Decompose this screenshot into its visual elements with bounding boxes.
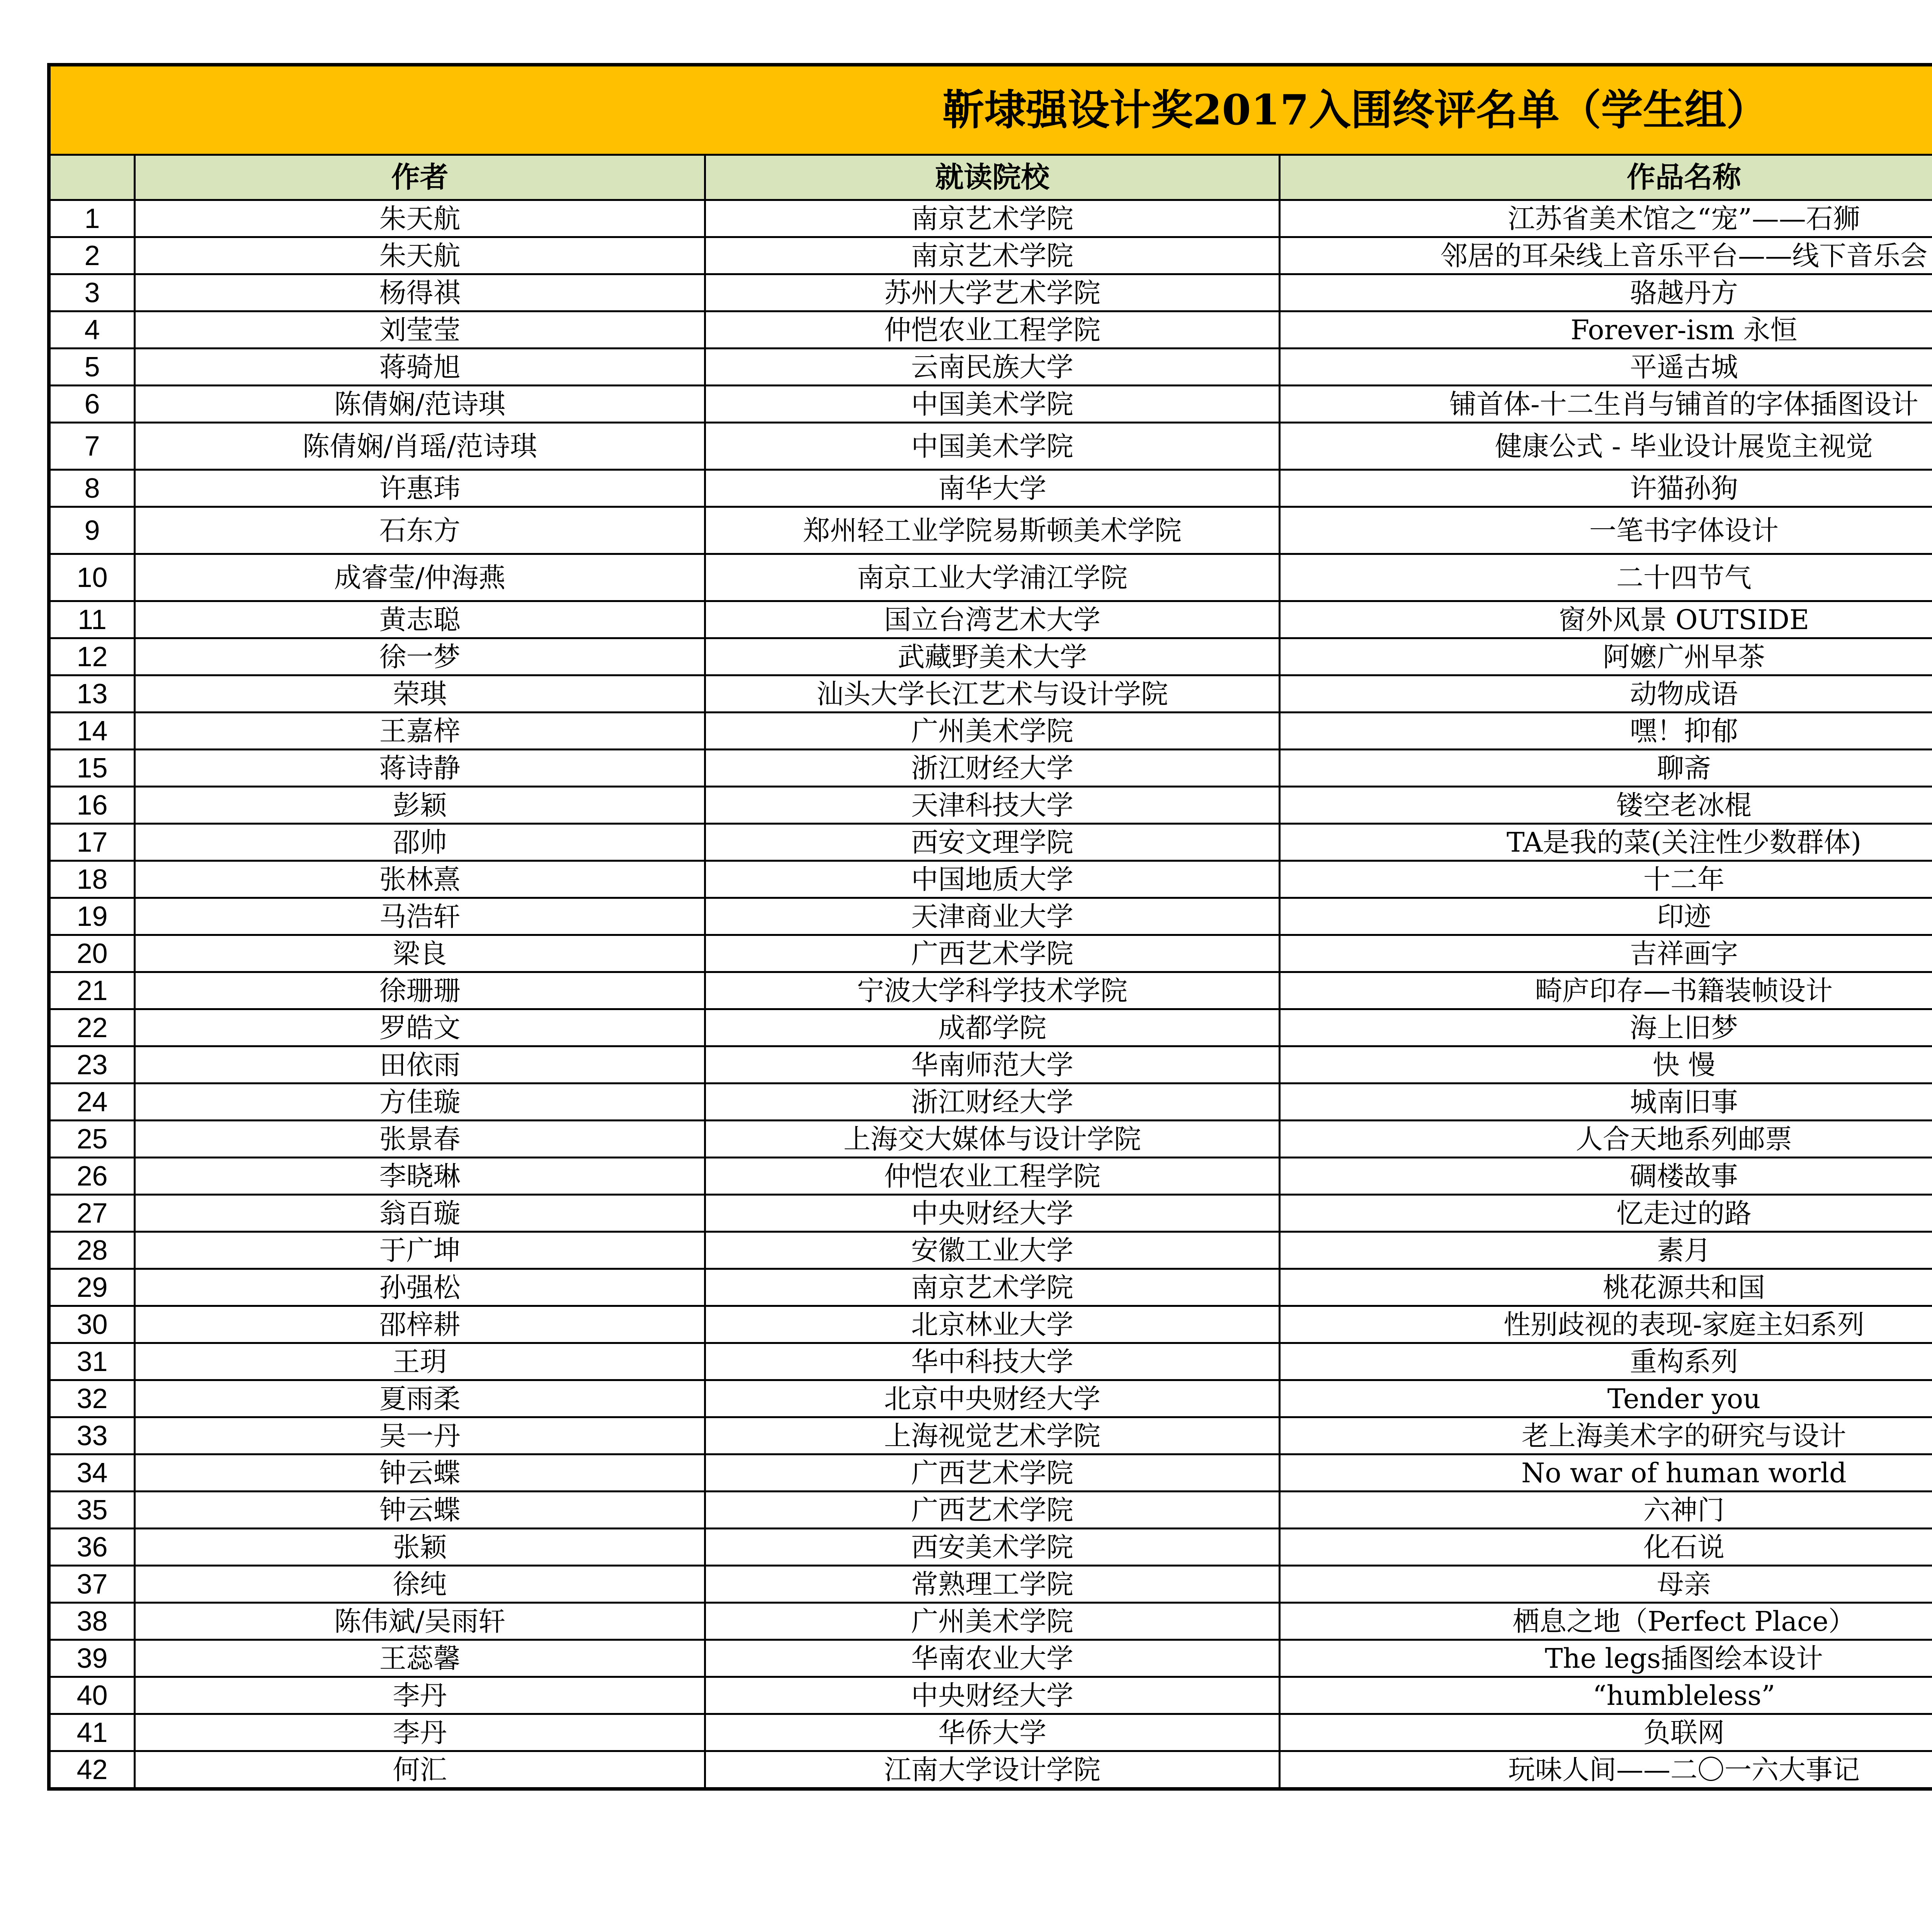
row-number: 32 [49,1380,135,1417]
school-cell: 南京艺术学院 [705,1269,1280,1306]
work-title-cell: 桃花源共和国 [1280,1269,1932,1306]
header-row [49,155,1932,200]
table-row [49,935,1932,972]
work-title-cell: 江苏省美术馆之“宠”——石狮 [1280,200,1932,237]
author-cell: 朱天航 [135,200,705,237]
table-row [49,601,1932,638]
row-number: 12 [49,638,135,675]
work-title-cell: 海上旧梦 [1280,1009,1932,1046]
row-number: 27 [49,1195,135,1232]
author-cell: 张林熹 [135,861,705,898]
work-title-cell: 阿嬷广州早茶 [1280,638,1932,675]
table-row [49,1751,1932,1789]
work-title-cell: 老上海美术字的研究与设计 [1280,1417,1932,1454]
work-title-cell: Forever-ism 永恒 [1280,311,1932,349]
table-row [49,1269,1932,1306]
work-title-cell: 栖息之地（Perfect Place） [1280,1603,1932,1640]
author-cell: 张景春 [135,1121,705,1158]
row-number: 30 [49,1306,135,1343]
author-cell: 钟云蝶 [135,1454,705,1492]
row-number: 39 [49,1640,135,1677]
author-cell: 夏雨柔 [135,1380,705,1417]
author-cell: 李丹 [135,1677,705,1714]
table-row [49,1417,1932,1454]
work-title-cell: 十二年 [1280,861,1932,898]
work-title-cell: 化石说 [1280,1529,1932,1566]
work-title-cell: 铺首体-十二生肖与铺首的字体插图设计 [1280,386,1932,423]
table-row [49,1306,1932,1343]
school-cell: 中国美术学院 [705,423,1280,470]
table-row [49,1158,1932,1195]
row-number: 36 [49,1529,135,1566]
row-number: 8 [49,470,135,507]
school-cell: 国立台湾艺术大学 [705,601,1280,638]
row-number: 33 [49,1417,135,1454]
author-cell: 徐一梦 [135,638,705,675]
author-cell: 李晓琳 [135,1158,705,1195]
row-number: 40 [49,1677,135,1714]
work-title-cell: Tender you [1280,1380,1932,1417]
work-title-cell: 许猫孙狗 [1280,470,1932,507]
row-number: 18 [49,861,135,898]
school-cell: 苏州大学艺术学院 [705,274,1280,311]
author-cell: 刘莹莹 [135,311,705,349]
author-cell: 杨得祺 [135,274,705,311]
table-row [49,750,1932,787]
table-row [49,1046,1932,1084]
school-cell: 云南民族大学 [705,349,1280,386]
table-row [49,1714,1932,1751]
school-cell: 汕头大学长江艺术与设计学院 [705,675,1280,713]
school-cell: 天津商业大学 [705,898,1280,935]
author-cell: 王嘉梓 [135,713,705,750]
work-title-cell: 骆越丹方 [1280,274,1932,311]
school-cell: 广州美术学院 [705,1603,1280,1640]
work-title-cell: 二十四节气 [1280,554,1932,601]
author-cell: 孙强松 [135,1269,705,1306]
author-cell: 罗皓文 [135,1009,705,1046]
row-number: 9 [49,507,135,554]
author-cell: 成睿莹/仲海燕 [135,554,705,601]
school-cell: 西安文理学院 [705,824,1280,861]
school-cell: 天津科技大学 [705,787,1280,824]
row-number: 28 [49,1232,135,1269]
school-cell: 宁波大学科学技术学院 [705,972,1280,1009]
col-header-work: 作品名称 [1280,155,1932,200]
row-number: 23 [49,1046,135,1084]
author-cell: 田依雨 [135,1046,705,1084]
row-number: 22 [49,1009,135,1046]
row-number: 26 [49,1158,135,1195]
school-cell: 北京林业大学 [705,1306,1280,1343]
school-cell: 华中科技大学 [705,1343,1280,1380]
row-number: 16 [49,787,135,824]
table-row [49,1121,1932,1158]
work-title-cell: 忆走过的路 [1280,1195,1932,1232]
row-number: 31 [49,1343,135,1380]
author-cell: 王玥 [135,1343,705,1380]
row-number: 17 [49,824,135,861]
author-cell: 何汇 [135,1751,705,1789]
row-number: 1 [49,200,135,237]
author-cell: 吴一丹 [135,1417,705,1454]
author-cell: 方佳璇 [135,1084,705,1121]
row-number: 4 [49,311,135,349]
school-cell: 广州美术学院 [705,713,1280,750]
school-cell: 中央财经大学 [705,1195,1280,1232]
col-header-index [49,155,135,200]
work-title-cell: 平遥古城 [1280,349,1932,386]
col-header-author: 作者 [135,155,705,200]
row-number: 41 [49,1714,135,1751]
row-number: 42 [49,1751,135,1789]
school-cell: 中央财经大学 [705,1677,1280,1714]
school-cell: 南京艺术学院 [705,237,1280,274]
school-cell: 仲恺农业工程学院 [705,1158,1280,1195]
work-title-cell: 窗外风景 OUTSIDE [1280,601,1932,638]
table-row [49,1492,1932,1529]
work-title-cell: 邻居的耳朵线上音乐平台——线下音乐会 [1280,237,1932,274]
table-row [49,1195,1932,1232]
table-row [49,1677,1932,1714]
table-row [49,972,1932,1009]
table-row [49,861,1932,898]
work-title-cell: 镂空老冰棍 [1280,787,1932,824]
table-row [49,274,1932,311]
finalist-table [47,63,1932,1791]
row-number: 10 [49,554,135,601]
school-cell: 郑州轻工业学院易斯顿美术学院 [705,507,1280,554]
row-number: 2 [49,237,135,274]
author-cell: 王蕊馨 [135,1640,705,1677]
table-row [49,1640,1932,1677]
work-title-cell: 快 慢 [1280,1046,1932,1084]
school-cell: 仲恺农业工程学院 [705,311,1280,349]
school-cell: 北京中央财经大学 [705,1380,1280,1417]
row-number: 24 [49,1084,135,1121]
row-number: 7 [49,423,135,470]
school-cell: 安徽工业大学 [705,1232,1280,1269]
author-cell: 邵帅 [135,824,705,861]
work-title-cell: 吉祥画字 [1280,935,1932,972]
table-row [49,1380,1932,1417]
title-row [49,65,1932,155]
row-number: 6 [49,386,135,423]
school-cell: 常熟理工学院 [705,1566,1280,1603]
school-cell: 华侨大学 [705,1714,1280,1751]
table-row [49,470,1932,507]
row-number: 15 [49,750,135,787]
author-cell: 荣琪 [135,675,705,713]
school-cell: 浙江财经大学 [705,1084,1280,1121]
row-number: 5 [49,349,135,386]
row-number: 11 [49,601,135,638]
row-number: 37 [49,1566,135,1603]
work-title-cell: 素月 [1280,1232,1932,1269]
work-title-cell: 印迹 [1280,898,1932,935]
table-row [49,1603,1932,1640]
table-row [49,713,1932,750]
table-row [49,311,1932,349]
table-row [49,675,1932,713]
table-row [49,898,1932,935]
work-title-cell: 负联网 [1280,1714,1932,1751]
author-cell: 陈倩娴/范诗琪 [135,386,705,423]
school-cell: 上海视觉艺术学院 [705,1417,1280,1454]
table-row [49,787,1932,824]
table-row [49,638,1932,675]
work-title-cell: 畸庐印存—书籍装帧设计 [1280,972,1932,1009]
work-title-cell: 重构系列 [1280,1343,1932,1380]
table-row [49,349,1932,386]
school-cell: 华南农业大学 [705,1640,1280,1677]
sheet-title: 靳埭强设计奖2017入围终评名单（学生组） [49,65,1932,155]
author-cell: 陈倩娴/肖瑶/范诗琪 [135,423,705,470]
school-cell: 江南大学设计学院 [705,1751,1280,1789]
school-cell: 广西艺术学院 [705,1454,1280,1492]
author-cell: 黄志聪 [135,601,705,638]
school-cell: 浙江财经大学 [705,750,1280,787]
author-cell: 徐珊珊 [135,972,705,1009]
row-number: 34 [49,1454,135,1492]
table-row [49,1454,1932,1492]
school-cell: 南京工业大学浦江学院 [705,554,1280,601]
row-number: 38 [49,1603,135,1640]
table-row [49,423,1932,470]
row-number: 29 [49,1269,135,1306]
work-title-cell: 玩味人间——二〇一六大事记 [1280,1751,1932,1789]
row-number: 19 [49,898,135,935]
school-cell: 西安美术学院 [705,1529,1280,1566]
row-number: 13 [49,675,135,713]
row-number: 3 [49,274,135,311]
author-cell: 梁良 [135,935,705,972]
school-cell: 广西艺术学院 [705,935,1280,972]
row-number: 20 [49,935,135,972]
author-cell: 邵梓耕 [135,1306,705,1343]
author-cell: 陈伟斌/吴雨轩 [135,1603,705,1640]
table-row [49,1566,1932,1603]
work-title-cell: The legs插图绘本设计 [1280,1640,1932,1677]
author-cell: 朱天航 [135,237,705,274]
author-cell: 李丹 [135,1714,705,1751]
table-row [49,237,1932,274]
work-title-cell: 城南旧事 [1280,1084,1932,1121]
work-title-cell: 一笔书字体设计 [1280,507,1932,554]
school-cell: 南京艺术学院 [705,200,1280,237]
author-cell: 张颖 [135,1529,705,1566]
table-row [49,1084,1932,1121]
work-title-cell: 嘿！抑郁 [1280,713,1932,750]
author-cell: 彭颖 [135,787,705,824]
row-number: 25 [49,1121,135,1158]
school-cell: 广西艺术学院 [705,1492,1280,1529]
row-number: 21 [49,972,135,1009]
row-number: 35 [49,1492,135,1529]
table-row [49,200,1932,237]
row-number: 14 [49,713,135,750]
author-cell: 马浩轩 [135,898,705,935]
work-title-cell: 人合天地系列邮票 [1280,1121,1932,1158]
table-row [49,824,1932,861]
author-cell: 钟云蝶 [135,1492,705,1529]
school-cell: 成都学院 [705,1009,1280,1046]
col-header-school: 就读院校 [705,155,1280,200]
author-cell: 蒋诗静 [135,750,705,787]
work-title-cell: 聊斋 [1280,750,1932,787]
author-cell: 石东方 [135,507,705,554]
school-cell: 华南师范大学 [705,1046,1280,1084]
table-row [49,554,1932,601]
author-cell: 蒋骑旭 [135,349,705,386]
table-row [49,1343,1932,1380]
school-cell: 中国美术学院 [705,386,1280,423]
school-cell: 南华大学 [705,470,1280,507]
school-cell: 武藏野美术大学 [705,638,1280,675]
work-title-cell: 动物成语 [1280,675,1932,713]
table-row [49,1232,1932,1269]
author-cell: 许惠玮 [135,470,705,507]
work-title-cell: No war of human world [1280,1454,1932,1492]
work-title-cell: 六神门 [1280,1492,1932,1529]
work-title-cell: “humbleless” [1280,1677,1932,1714]
table-row [49,386,1932,423]
work-title-cell: 健康公式 - 毕业设计展览主视觉 [1280,423,1932,470]
table-row [49,507,1932,554]
author-cell: 徐纯 [135,1566,705,1603]
work-title-cell: 母亲 [1280,1566,1932,1603]
author-cell: 于广坤 [135,1232,705,1269]
table-row [49,1009,1932,1046]
work-title-cell: 碉楼故事 [1280,1158,1932,1195]
school-cell: 中国地质大学 [705,861,1280,898]
work-title-cell: 性别歧视的表现-家庭主妇系列 [1280,1306,1932,1343]
author-cell: 翁百璇 [135,1195,705,1232]
school-cell: 上海交大媒体与设计学院 [705,1121,1280,1158]
table-row [49,1529,1932,1566]
work-title-cell: TA是我的菜(关注性少数群体) [1280,824,1932,861]
